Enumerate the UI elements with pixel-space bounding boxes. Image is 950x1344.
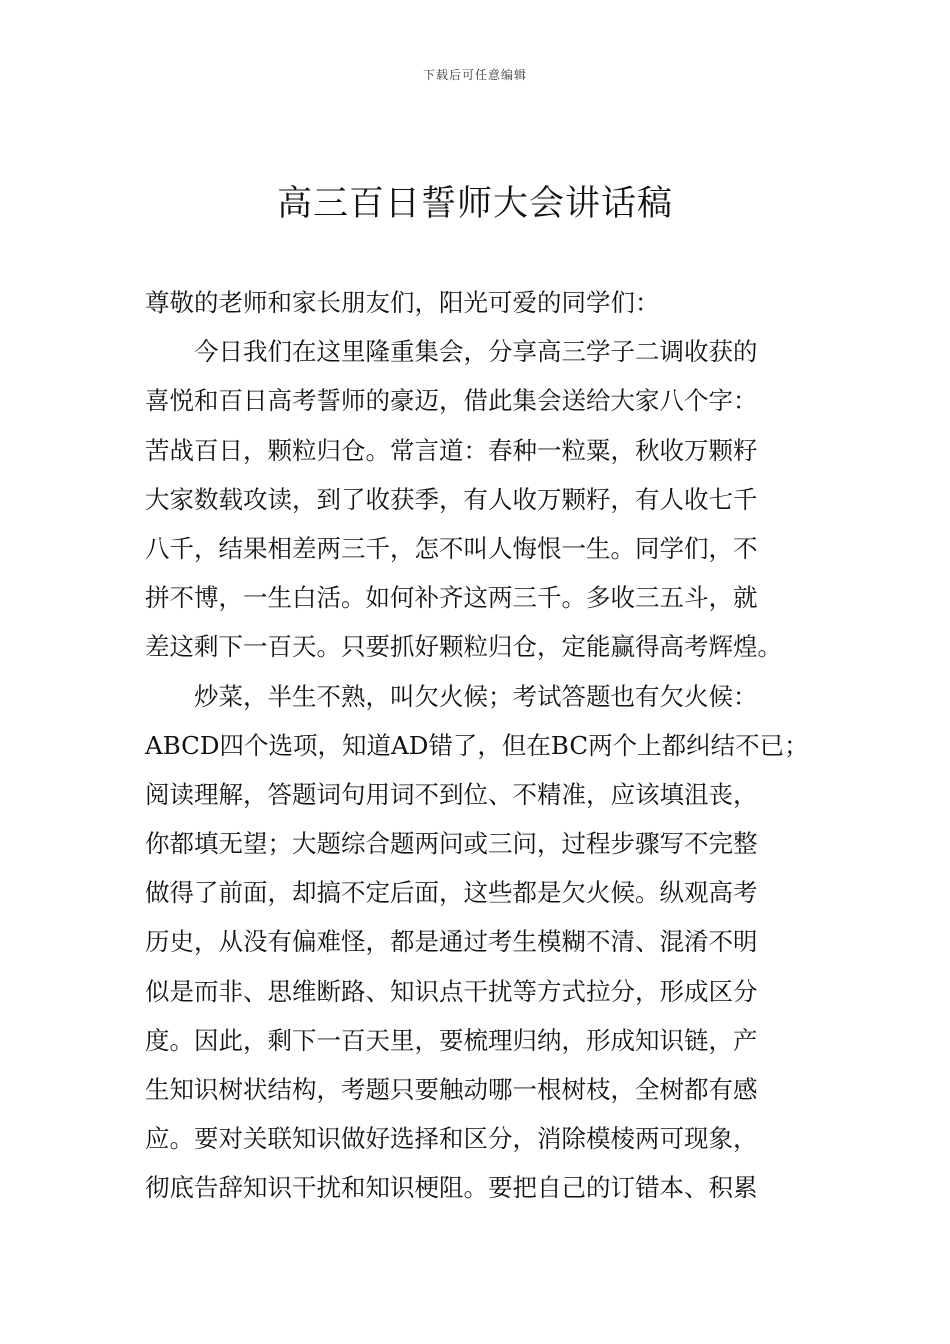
paragraph-2-line-7: 似是而非、思维断路、知识点干扰等方式拉分，形成区分	[145, 976, 758, 1006]
paragraph-2-line-5: 做得了前面，却搞不定后面，这些都是欠火候。纵观高考	[145, 878, 758, 908]
header-note: 下载后可任意编辑	[422, 68, 527, 82]
paragraph-1-line-1: 今日我们在这里隆重集会，分享高三学子二调收获的	[194, 337, 758, 367]
paragraph-2-line-3: 阅读理解，答题词句用词不到位、不精准，应该填沮丧，	[145, 779, 758, 809]
paragraph-2-line-11: 彻底告辞知识干扰和知识梗阻。要把自己的订错本、积累	[145, 1173, 758, 1203]
paragraph-1-line-7: 差这剩下一百天。只要抓好颗粒归仓，定能赢得高考辉煌。	[145, 632, 782, 662]
document-title: 高三百日誓师大会讲话稿	[276, 184, 673, 224]
paragraph-1-line-4: 大家数载攻读，到了收获季，有人收万颗籽，有人收七千	[145, 484, 758, 514]
paragraph-1-line-3: 苦战百日，颗粒归仓。常言道：春种一粒粟，秋收万颗籽	[145, 435, 758, 465]
paragraph-2-line-10: 应。要对关联知识做好选择和区分，消除模棱两可现象，	[145, 1124, 758, 1154]
paragraph-2-line-6: 历史，从没有偏难怪，都是通过考生模糊不清、混淆不明	[145, 927, 758, 957]
paragraph-1-line-6: 拼不博，一生白活。如何补齐这两三千。多收三五斗，就	[145, 583, 758, 613]
paragraph-2-line-1: 炒菜，半生不熟，叫欠火候；考试答题也有欠火候：	[194, 681, 758, 711]
paragraph-1-line-2: 喜悦和百日高考誓师的豪迈，借此集会送给大家八个字：	[145, 386, 758, 416]
salutation-line: 尊敬的老师和家长朋友们，阳光可爱的同学们：	[145, 288, 660, 317]
paragraph-2-line-8: 度。因此，剩下一百天里，要梳理归纳，形成知识链，产	[145, 1025, 758, 1055]
paragraph-2-line-9: 生知识树状结构，考题只要触动哪一根树枝，全树都有感	[145, 1075, 758, 1104]
document-body	[145, 278, 825, 1213]
paragraph-2-line-2: ABCD四个选项，知道AD错了，但在BC两个上都纠结不已；	[145, 730, 809, 760]
paragraph-2-line-4: 你都填无望；大题综合题两问或三问，过程步骤写不完整	[145, 829, 758, 859]
paragraph-1-line-5: 八千，结果相差两三千，怎不叫人悔恨一生。同学们，不	[145, 533, 758, 563]
